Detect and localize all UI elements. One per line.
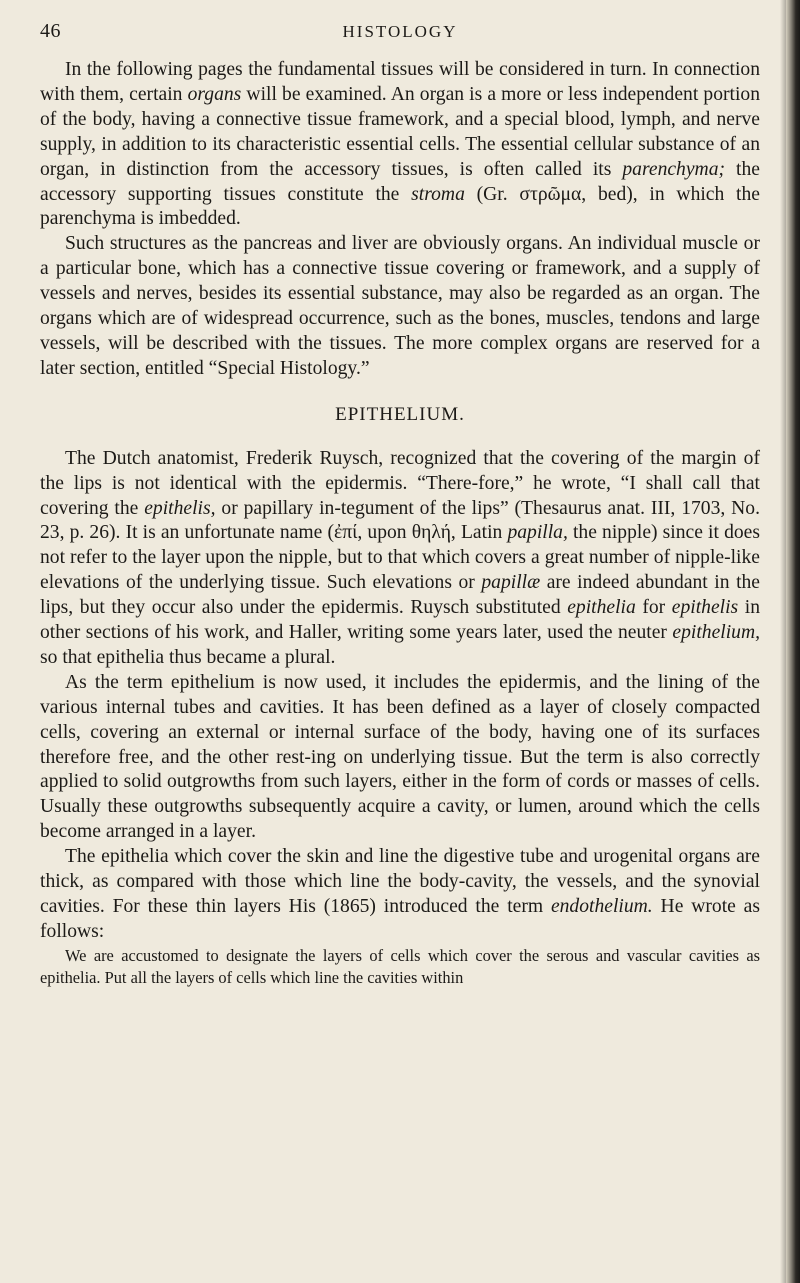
paragraph-organ-examples: Such structures as the pancreas and liver are obviously organs. An individual muscle or a particular bone, which has a connective tissue covering or framework, and a supply of vessels and nerves, besides its essential substance, may also be regarded as an organ. The organs which are of widespread occurrence, such as the bones, muscles, tendons and large vessels, will be described with the tissues. The more complex organs are reserved for a later section, entitled “Special Histology.” [40,233,760,379]
paragraph-endothelium: The epithelia which cover the skin and line the digestive tube and urogenital organs are thick, as compared with those which line the body-cavity, the vessels, and the synovial cavities. For these thin layers His (1865) introduced the term endothelium. He wrote as follows: [40,846,760,942]
block-quote: We are accustomed to designate the layers of cells which cover the serous and vascular cavities as epithelia. Put all the layers of cells which line the cavities within [40,945,760,987]
running-head: HISTOLOGY [342,22,458,41]
paragraph-definition: As the term epithelium is now used, it includes the epidermis, and the lining of the various internal tubes and cavities. It has been defined as a layer of closely compacted cells, covering an external or internal surface of the body, having one of its surfaces therefore free, and the other rest-ing on underlying tissue. But the term is also correctly applied to solid outgrowths from such layers, either in the form of cords or masses of cells. Usually these outgrowths subsequently acquire a cavity, or lumen, around which the cells become arranged in a layer. [40,671,760,843]
page-header [0,20,800,44]
section-title-epithelium: EPITHELIUM. [335,403,465,425]
body-text [40,58,760,989]
paragraph-ruysch: The Dutch anatomist, Frederik Ruysch, recognized that the covering of the margin of the lips is not identical with the epidermis. “There-fore,” he wrote, “I shall call that covering the epithelis, or papillary in-tegument of the lips” (Thesaurus anat. III, 1703, No. 23, p. 26). It is an unfortunate name (ἐπί, upon θηλή, Latin papilla, the nipple) since it does not refer to the layer upon the nipple, but to that which covers a great number of nipple-like elevations of the underlying tissue. Such elevations or papillæ are indeed abundant in the lips, but they occur also under the epidermis. Ruysch substituted epithelia for epithelis in other sections of his work, and Haller, writing some years later, used the neuter epithelium, so that epithelia thus became a plural. [40,447,761,668]
page-number: 46 [40,20,61,42]
page-edge-shadow [786,0,800,1283]
page-edge-gradient [780,0,786,1283]
paragraph-organs: In the following pages the fundamental tissues will be considered in turn. In connection with them, certain organs will be examined. An organ is a more or less independent portion of the body, having a connective tissue framework, and a special blood, lymph, and nerve supply, in addition to its characteristic essential cells. The essential cellular substance of an organ, in distinction from the accessory tissues, is often called its parenchyma; the accessory supporting tissues constitute the stroma (Gr. στρῶμα, bed), in which the parenchyma is imbedded. [40,59,760,230]
